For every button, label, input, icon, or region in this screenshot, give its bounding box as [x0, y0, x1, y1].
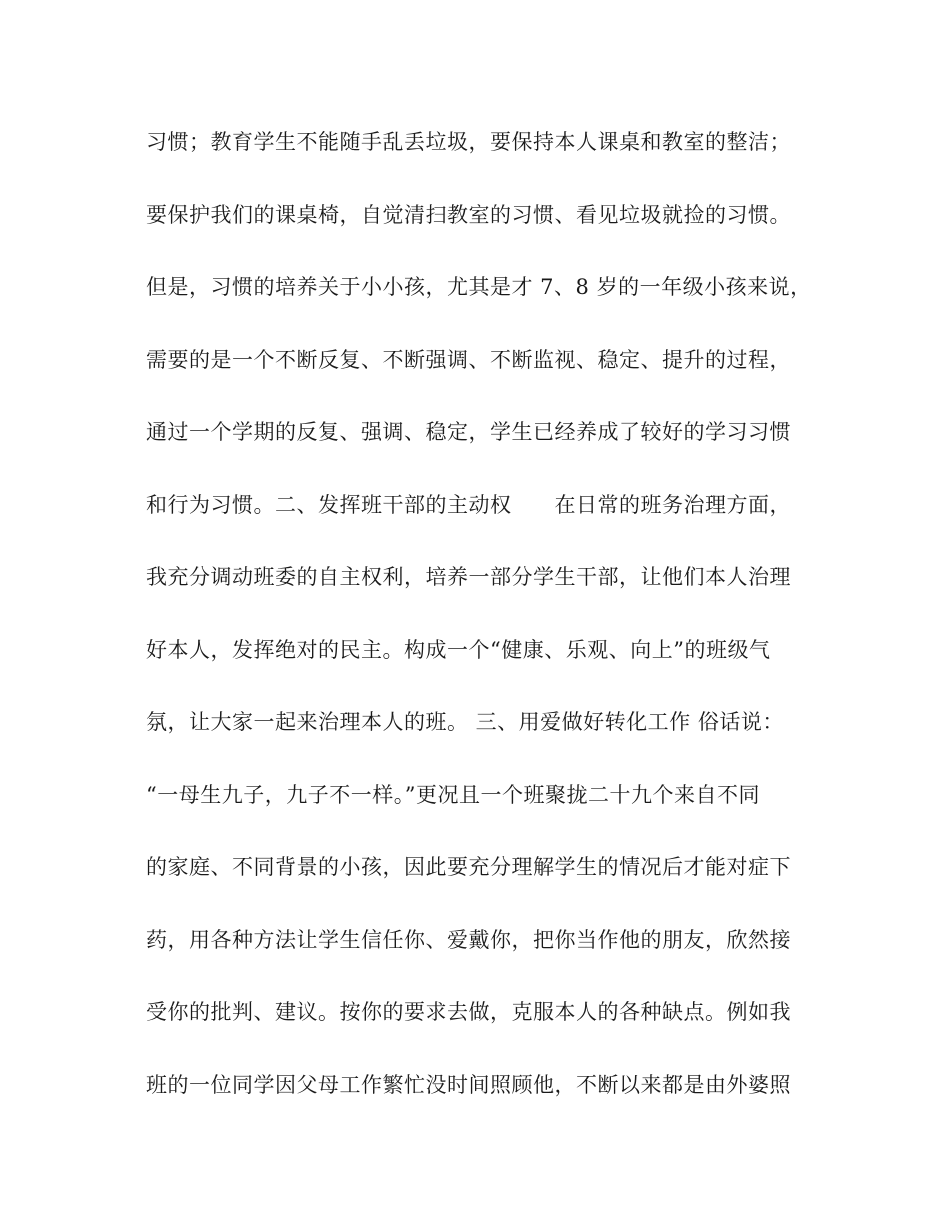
text-line-5: 通过一个学期的反复、强调、稳定，学生已经养成了较好的学习习惯	[146, 420, 791, 444]
body-text	[146, 122, 812, 1137]
text-line-8: 好本人，发挥绝对的民主。构成一个“健康、乐观、向上”的班级气	[146, 637, 771, 662]
text-line-2: 要保护我们的课桌椅，自觉清扫教室的习惯、看见垃圾就捡的习惯。	[146, 202, 791, 227]
text-line-13: 受你的批判、建议。按你的要求去做，克服本人的各种缺点。例如我	[146, 1000, 791, 1024]
text-line-14: 班的一位同学因父母工作繁忙没时间照顾他，不断以来都是由外婆照	[146, 1072, 791, 1097]
text-line-6: 和行为习惯。二、发挥班干部的主动权 在日常的班务治理方面，	[146, 492, 791, 517]
text-line-1: 习惯；教育学生不能随手乱丢垃圾，要保持本人课桌和教室的整洁；	[146, 130, 791, 154]
text-line-11: 的家庭、不同背景的小孩，因此要充分理解学生的情况后才能对症下	[146, 855, 791, 879]
text-line-3: 但是，习惯的培养关于小小孩，尤其是才 7、8 岁的一年级小孩来说，	[146, 275, 812, 299]
text-line-7: 我充分调动班委的自主权利，培养一部分学生干部，让他们本人治理	[146, 565, 791, 589]
text-line-4: 需要的是一个不断反复、不断强调、不断监视、稳定、提升的过程，	[146, 347, 791, 372]
text-line-10: “一母生九子，九子不一样。”更况且一个班聚拢二十九个来自不同	[146, 782, 760, 807]
text-line-12: 药，用各种方法让学生信任你、爱戴你，把你当作他的朋友，欣然接	[146, 927, 791, 952]
text-line-9: 氛，让大家一起来治理本人的班。 三、用爱做好转化工作 俗话说：	[146, 710, 784, 734]
